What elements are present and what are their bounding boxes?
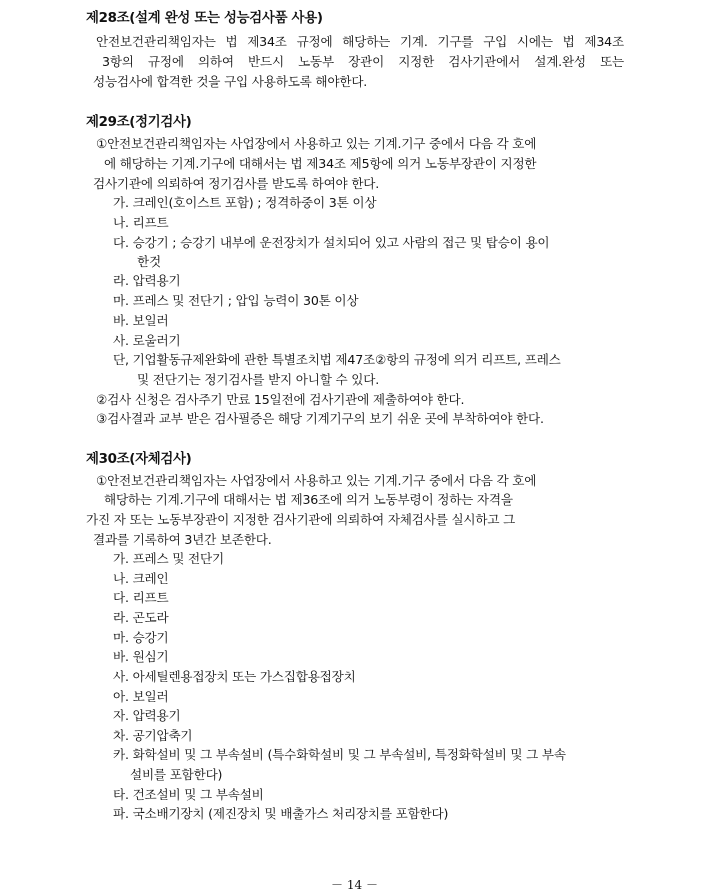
article-30-item: 마. 승강기	[113, 630, 169, 645]
article-30-item: 자. 압력용기	[113, 708, 181, 723]
article-30-item: 다. 리프트	[113, 590, 169, 605]
article-28-line-1: 안전보건관리책임자는 법 제34조 규정에 해당하는 기계. 기구를 구입 시에는 법 제34조	[96, 34, 624, 49]
article-28-line-2: 3항의 규정에 의하여 반드시 노동부 장관이 지정한 검사기관에서 설계.완성 또는	[102, 54, 624, 69]
article-29-para-3: ③검사결과 교부 받은 검사필증은 해당 기계기구의 보기 쉬운 곳에 부착하여야 한다.	[96, 411, 544, 426]
article-30-item: 아. 보일러	[113, 689, 169, 704]
article-30-item: 카. 화학설비 및 그 부속설비 (특수화학설비 및 그 부속설비, 특정화학설비 및 그 부속	[113, 747, 566, 762]
article-29-item: 바. 보일러	[113, 313, 169, 328]
article-30-heading: 제30조(자체검사)	[86, 452, 192, 467]
article-30-item: 라. 곤도라	[113, 610, 169, 625]
article-30-item-cont: 설비를 포함한다)	[130, 767, 223, 782]
article-29-proviso: 단, 기업활동규제완화에 관한 특별조치법 제47조②항의 규정에 의거 리프트, 프레스	[113, 352, 561, 367]
article-28-line-3: 성능검사에 합격한 것을 구입 사용하도록 해야한다.	[93, 74, 368, 89]
article-29-item: 라. 압력용기	[113, 273, 181, 288]
article-29-proviso-cont: 및 전단기는 정기검사를 받지 아니할 수 있다.	[137, 372, 380, 387]
article-28-heading: 제28조(설계 완성 또는 성능검사품 사용)	[86, 11, 323, 26]
article-30-item: 타. 건조설비 및 그 부속설비	[113, 787, 264, 802]
article-30-item: 가. 프레스 및 전단기	[113, 551, 224, 566]
article-29-line-1: ①안전보건관리책임자는 사업장에서 사용하고 있는 기계.기구 중에서 다음 각 호에	[96, 136, 537, 151]
article-29-item: 가. 크레인(호이스트 포함) ; 정격하중이 3톤 이상	[113, 195, 377, 210]
article-30-line-3: 가진 자 또는 노동부장관이 지정한 검사기관에 의뢰하여 자체검사를 실시하고 그	[86, 512, 516, 527]
page-number: － 14 －	[331, 878, 378, 892]
article-30-line-4: 결과를 기록하여 3년간 보존한다.	[93, 532, 272, 547]
article-29-item: 마. 프레스 및 전단기 ; 압입 능력이 30톤 이상	[113, 293, 359, 308]
article-29-line-3: 검사기관에 의뢰하여 정기검사를 받도록 하여야 한다.	[93, 176, 380, 191]
article-30-item: 차. 공기압축기	[113, 728, 193, 743]
article-29-item-cont: 한것	[137, 254, 161, 269]
article-30-item: 나. 크레인	[113, 571, 169, 586]
article-29-para-2: ②검사 신청은 검사주기 만료 15일전에 검사기관에 제출하여야 한다.	[96, 392, 465, 407]
article-30-item: 파. 국소배기장치 (제진장치 및 배출가스 처리장치를 포함한다)	[113, 806, 449, 821]
article-29-line-2: 에 해당하는 기계.기구에 대해서는 법 제34조 제5항에 의거 노동부장관이 지정한	[104, 156, 537, 171]
article-29-item: 나. 리프트	[113, 215, 169, 230]
article-30-item: 사. 아세틸렌용접장치 또는 가스집합용접장치	[113, 669, 356, 684]
article-29-item: 사. 로울러기	[113, 333, 181, 348]
article-30-line-1: ①안전보건관리책임자는 사업장에서 사용하고 있는 기계.기구 중에서 다음 각 호에	[96, 473, 537, 488]
article-30-line-2: 해당하는 기계.기구에 대해서는 법 제36조에 의거 노동부령이 정하는 자격을	[104, 492, 513, 507]
article-30-item: 바. 원심기	[113, 649, 169, 664]
article-29-item: 다. 승강기 ; 승강기 내부에 운전장치가 설치되어 있고 사람의 접근 및 탑승이 용이	[113, 235, 550, 250]
article-29-heading: 제29조(정기검사)	[86, 115, 192, 130]
